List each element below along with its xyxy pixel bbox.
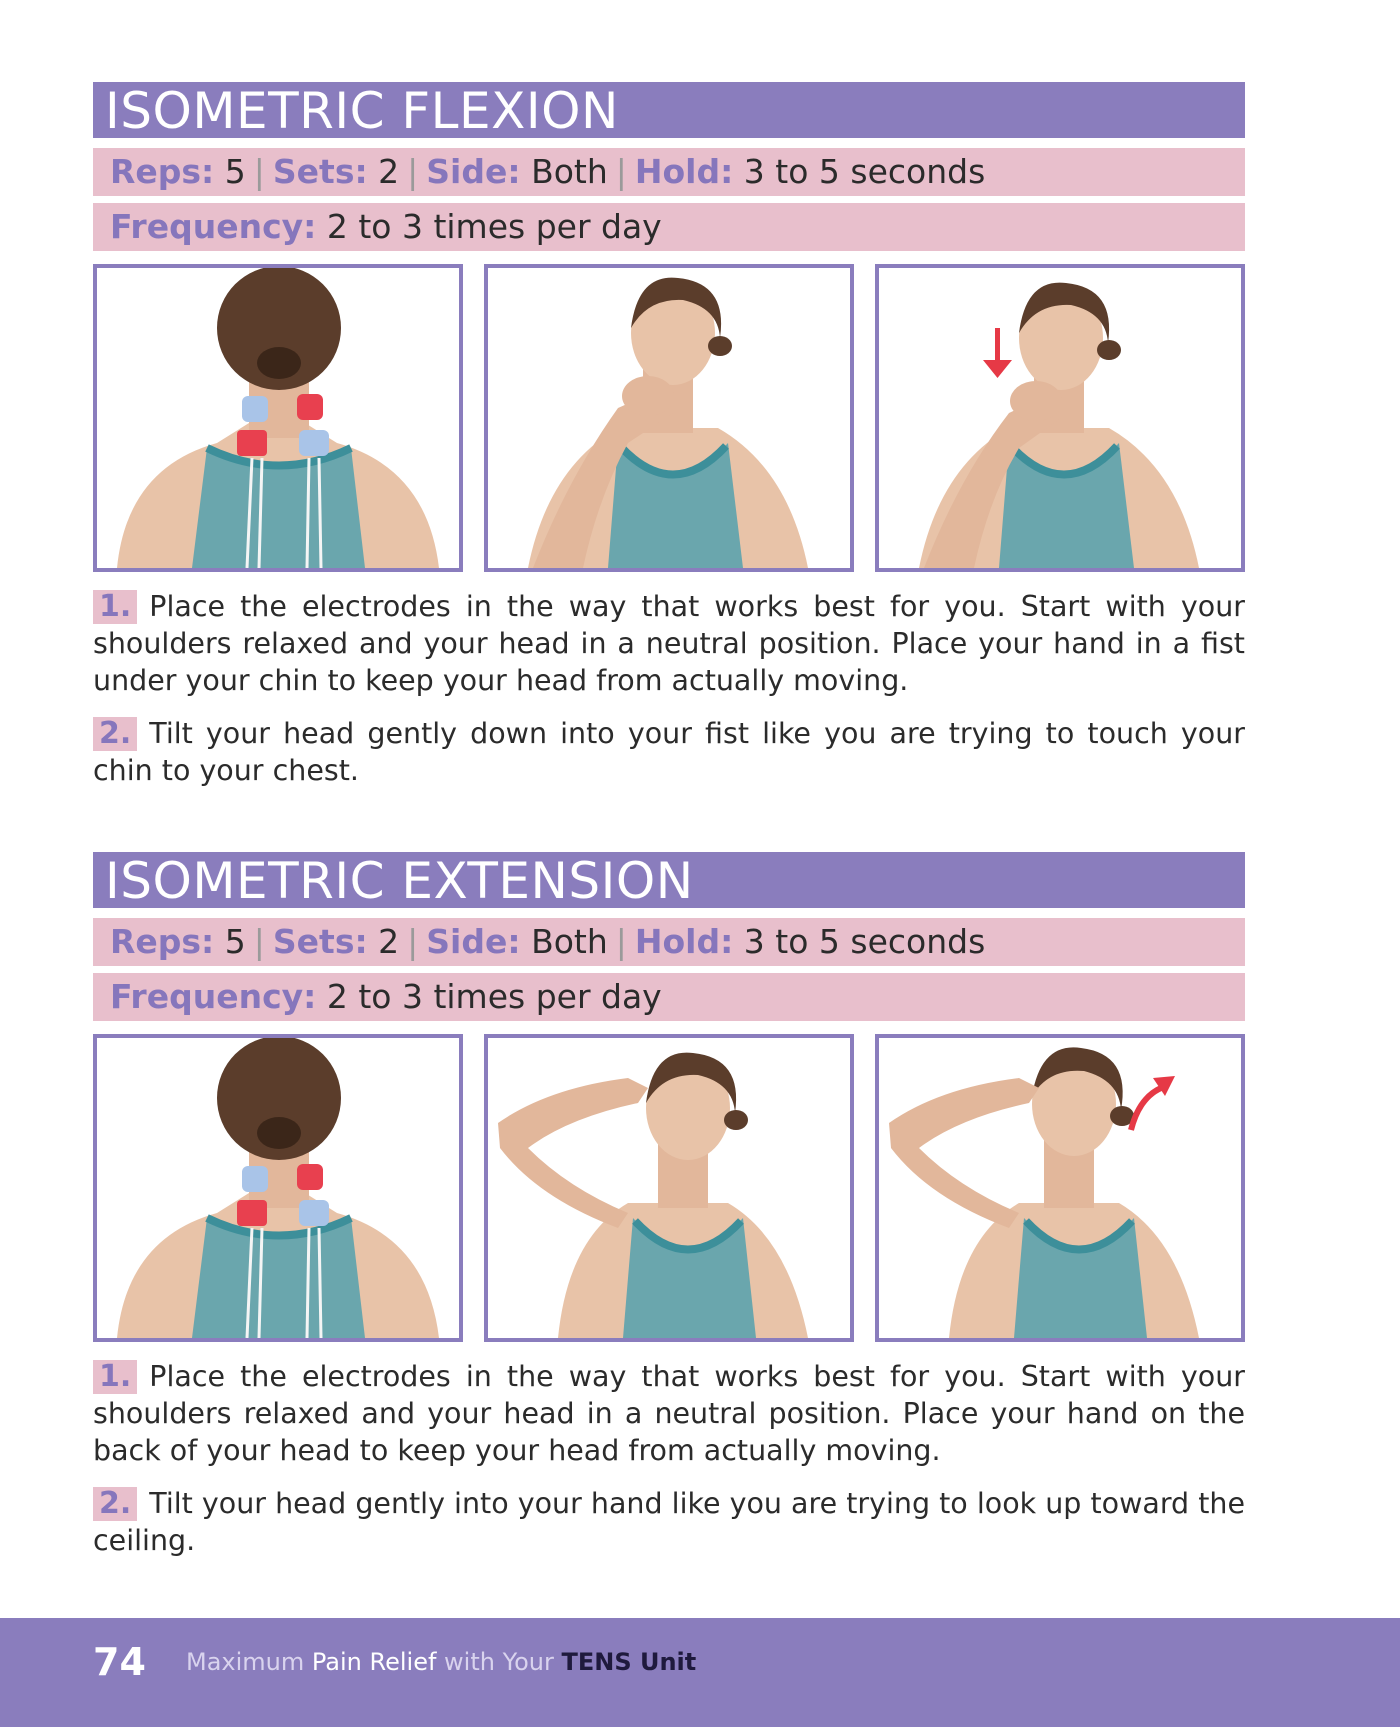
book-title bbox=[186, 1648, 696, 1676]
fist-under-chin-down-illustration bbox=[879, 268, 1241, 568]
step-number: 2. bbox=[93, 1487, 137, 1521]
exercise-params bbox=[93, 918, 1245, 966]
photo-fist-under-chin bbox=[484, 264, 854, 572]
step-text: Place the electrodes in the way that works best for you. Start with your shoulders relaxed and your head in a neutral position. Place your hand in a fist under your chin to keep your head from actually moving. bbox=[93, 590, 1245, 697]
book-title-start: Maximum bbox=[186, 1648, 312, 1676]
photo-row bbox=[93, 264, 1245, 572]
book-title-with: with Your bbox=[436, 1648, 562, 1676]
step-text: Tilt your head gently down into your fist like you are trying to touch your chin to your chest. bbox=[93, 717, 1245, 787]
separator: | bbox=[253, 152, 265, 191]
hand-behind-head-up-illustration bbox=[879, 1038, 1241, 1338]
hand-behind-head-illustration bbox=[488, 1038, 850, 1338]
sets-value: 2 bbox=[378, 152, 400, 191]
page-footer bbox=[0, 1618, 1400, 1727]
frequency-label: Frequency: bbox=[110, 977, 317, 1016]
back-of-neck-illustration bbox=[97, 1038, 459, 1338]
book-title-mid: Pain Relief bbox=[311, 1648, 437, 1676]
frequency-label: Frequency: bbox=[110, 207, 317, 246]
page-number: 74 bbox=[93, 1640, 146, 1684]
separator: | bbox=[253, 922, 265, 961]
frequency-bar bbox=[93, 203, 1245, 251]
step-text: Place the electrodes in the way that works best for you. Start with your shoulders relaxed and your head in a neutral position. Place your hand on the back of your head to keep your head from actually moving. bbox=[93, 1360, 1245, 1467]
hold-value: 3 to 5 seconds bbox=[743, 922, 986, 961]
exercise-isometric-flexion bbox=[93, 82, 1245, 805]
reps-value: 5 bbox=[224, 152, 246, 191]
separator: | bbox=[615, 922, 627, 961]
sets-value: 2 bbox=[378, 922, 400, 961]
photo-back-electrodes bbox=[93, 264, 463, 572]
instruction-step bbox=[93, 715, 1245, 789]
exercise-title: ISOMETRIC EXTENSION bbox=[93, 852, 1245, 908]
separator: | bbox=[407, 152, 419, 191]
step-number: 2. bbox=[93, 717, 137, 751]
instruction-step bbox=[93, 1358, 1245, 1469]
instructions bbox=[93, 588, 1245, 789]
exercise-params bbox=[93, 148, 1245, 196]
photo-hand-behind-head-arrow bbox=[875, 1034, 1245, 1342]
hold-label: Hold: bbox=[634, 922, 734, 961]
fist-under-chin-illustration bbox=[488, 268, 850, 568]
photo-row bbox=[93, 1034, 1245, 1342]
photo-back-electrodes bbox=[93, 1034, 463, 1342]
back-of-neck-illustration bbox=[97, 268, 459, 568]
step-number: 1. bbox=[93, 590, 137, 624]
frequency-value: 2 to 3 times per day bbox=[326, 207, 662, 246]
side-value: Both bbox=[531, 922, 608, 961]
instructions bbox=[93, 1358, 1245, 1559]
step-number: 1. bbox=[93, 1360, 137, 1394]
hold-value: 3 to 5 seconds bbox=[743, 152, 986, 191]
exercise-isometric-extension bbox=[93, 852, 1245, 1575]
sets-label: Sets: bbox=[272, 922, 368, 961]
instruction-step bbox=[93, 588, 1245, 699]
book-title-end: TENS Unit bbox=[561, 1648, 697, 1676]
separator: | bbox=[407, 922, 419, 961]
exercise-title: ISOMETRIC FLEXION bbox=[93, 82, 1245, 138]
photo-fist-under-chin-arrow bbox=[875, 264, 1245, 572]
frequency-bar bbox=[93, 973, 1245, 1021]
step-text: Tilt your head gently into your hand like you are trying to look up toward the ceiling. bbox=[93, 1487, 1245, 1557]
sets-label: Sets: bbox=[272, 152, 368, 191]
reps-label: Reps: bbox=[110, 152, 215, 191]
side-label: Side: bbox=[426, 152, 521, 191]
photo-hand-behind-head bbox=[484, 1034, 854, 1342]
separator: | bbox=[615, 152, 627, 191]
reps-value: 5 bbox=[224, 922, 246, 961]
side-label: Side: bbox=[426, 922, 521, 961]
side-value: Both bbox=[531, 152, 608, 191]
instruction-step bbox=[93, 1485, 1245, 1559]
frequency-value: 2 to 3 times per day bbox=[326, 977, 662, 1016]
hold-label: Hold: bbox=[634, 152, 734, 191]
reps-label: Reps: bbox=[110, 922, 215, 961]
